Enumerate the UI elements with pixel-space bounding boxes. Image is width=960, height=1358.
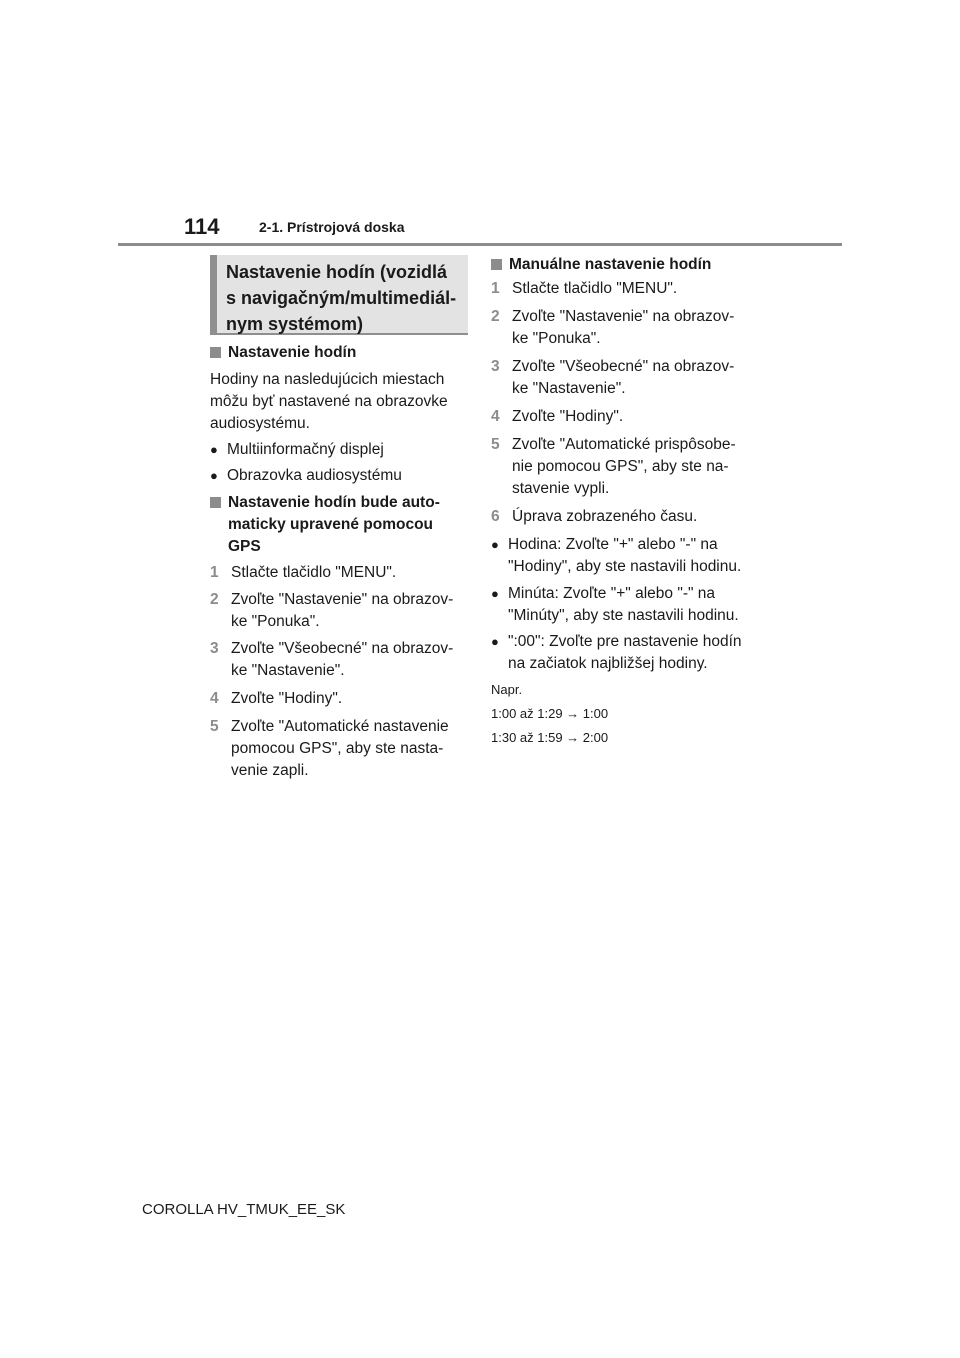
left-step-5: 5 Zvoľte "Automatické nastavenie pomocou GPS", aby ste nasta- venie zapli. xyxy=(210,718,449,779)
page-number: 114 xyxy=(184,214,220,239)
left-bullet-1: ● Multiinformačný displej xyxy=(210,439,470,461)
left-paragraph: Hodiny na nasledujúcich miestach môžu byť nastavené na obrazovke audiosystému. xyxy=(210,371,448,432)
square-bullet-icon xyxy=(210,347,221,358)
section-title: 2-1. Prístrojová doska xyxy=(259,219,405,235)
right-step-3: 3 Zvoľte "Všeobecné" na obrazov- ke "Nastavenie". xyxy=(491,358,735,397)
heading-line: Nastavenie hodín (vozidlá xyxy=(226,262,448,282)
example-line-2: 1:30 až 1:59 → 2:00 xyxy=(491,730,609,745)
right-bullet-2: ● Minúta: Zvoľte "+" alebo "-" na "Minúty", aby ste nastavili hodinu. xyxy=(491,583,761,627)
square-bullet-icon xyxy=(210,497,221,508)
bullet-dot-icon: ● xyxy=(210,468,218,483)
right-step-6: 6 Úprava zobrazeného času. xyxy=(491,508,698,525)
right-subheading: Manuálne nastavenie hodín xyxy=(491,254,761,276)
right-step-1: 1 Stlačte tlačidlo "MENU". xyxy=(491,280,678,297)
heading-line: s navigačným/multimediál- xyxy=(226,288,457,308)
right-bullet-1: ● Hodina: Zvoľte "+" alebo "-" na "Hodiny", aby ste nastavili hodinu. xyxy=(491,534,761,578)
left-bullet-2: ● Obrazovka audiosystému xyxy=(210,465,470,487)
left-subheading-1: Nastavenie hodín xyxy=(210,342,470,364)
footer-model: COROLLA HV_TMUK_EE_SK xyxy=(142,1201,346,1218)
right-step-2: 2 Zvoľte "Nastavenie" na obrazov- ke "Ponuka". xyxy=(491,308,735,347)
heading-line: nym systémom) xyxy=(226,314,364,334)
right-step-5: 5 Zvoľte "Automatické prispôsobe- nie pomocou GPS", aby ste na- stavenie vypli. xyxy=(491,436,736,497)
left-step-4: 4 Zvoľte "Hodiny". xyxy=(210,690,343,707)
example-line-1: 1:00 až 1:29 → 1:00 xyxy=(491,706,609,721)
square-bullet-icon xyxy=(491,259,502,270)
right-bullet-3: ● ":00": Zvoľte pre nastavenie hodín na začiatok najbližšej hodiny. xyxy=(491,631,761,675)
heading-box xyxy=(210,255,468,335)
left-step-1: 1 Stlačte tlačidlo "MENU". xyxy=(210,564,397,581)
example-label: Napr. xyxy=(491,682,523,697)
bullet-dot-icon: ● xyxy=(491,634,499,649)
right-step-4: 4 Zvoľte "Hodiny". xyxy=(491,408,624,425)
bullet-dot-icon: ● xyxy=(491,586,499,601)
bullet-dot-icon: ● xyxy=(210,442,218,457)
left-step-3: 3 Zvoľte "Všeobecné" na obrazov- ke "Nastavenie". xyxy=(210,640,454,679)
left-step-2: 2 Zvoľte "Nastavenie" na obrazov- ke "Ponuka". xyxy=(210,591,454,630)
bullet-dot-icon: ● xyxy=(491,537,499,552)
header-rule xyxy=(118,243,842,246)
left-subheading-2: Nastavenie hodín bude auto- maticky upravené pomocou GPS xyxy=(210,492,470,558)
